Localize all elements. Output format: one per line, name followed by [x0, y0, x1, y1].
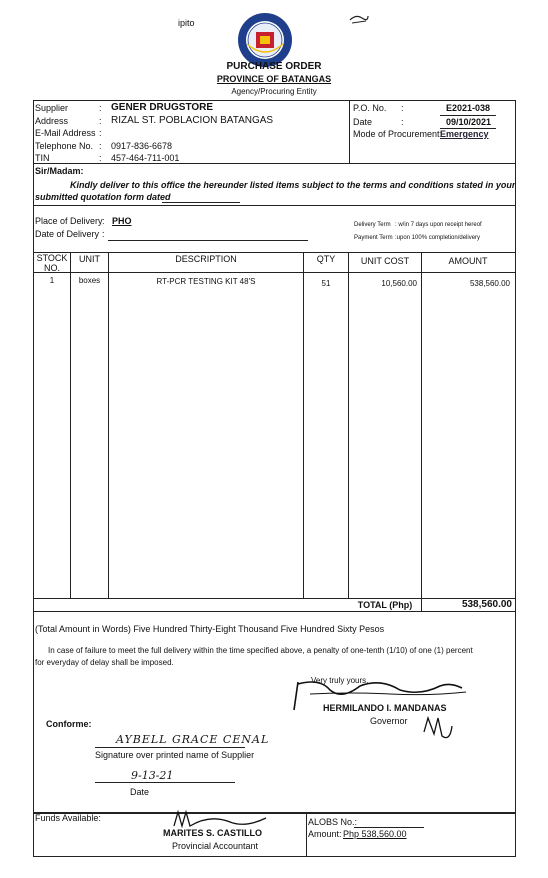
funds-available-label: Funds Available:	[35, 813, 101, 823]
telephone-value: 0917-836-6678	[111, 141, 173, 151]
corner-mark: ipito	[178, 18, 195, 28]
alobs-label: ALOBS No.:	[308, 817, 358, 827]
instruction-line-2: submitted quotation form dated	[35, 192, 171, 202]
penalty-line-2: for everyday of delay shall be imposed.	[35, 658, 174, 667]
total-label: TOTAL (Php)	[357, 600, 413, 610]
colon: :	[99, 116, 102, 126]
address-value: RIZAL ST. POBLACION BATANGAS	[111, 115, 274, 126]
funds-frame	[33, 812, 516, 857]
cell-amount: 538,560.00	[469, 279, 510, 288]
supplier-label: Supplier	[35, 103, 69, 113]
page-title: PURCHASE ORDER	[226, 61, 322, 72]
amount-in-words: (Total Amount in Words) Five Hundred Thirty-Eight Thousand Five Hundred Sixty Pesos	[35, 624, 385, 634]
instruction-line-1: Kindly deliver to this office the hereunder listed items subject to the terms and conditions stated in your	[70, 180, 516, 190]
colon: :	[99, 141, 102, 151]
date-caption: Date	[130, 787, 150, 797]
email-label: E-Mail Address	[35, 128, 96, 138]
tin-value: 457-464-711-001	[111, 153, 180, 163]
cell-qty: 51	[321, 279, 331, 288]
col-header-description: DESCRIPTION	[175, 254, 237, 264]
total-value: 538,560.00	[461, 599, 512, 610]
conforme-label: Conforme:	[46, 719, 92, 729]
delivery-term-label: Delivery Term	[354, 222, 391, 228]
colon: :	[401, 103, 404, 113]
colon: :	[401, 117, 404, 127]
po-label: P.O. No.	[353, 103, 387, 113]
place-of-delivery-label: Place of Delivery	[35, 216, 103, 226]
col-header-amount: AMOUNT	[448, 256, 488, 266]
agency-label: Agency/Procuring Entity	[231, 87, 317, 96]
payment-term-label: Payment Term	[354, 235, 393, 241]
cell-stock: 1	[49, 276, 55, 285]
date-label: Date	[353, 117, 373, 127]
colon: :	[99, 153, 102, 163]
initials-icon	[420, 712, 456, 744]
date-value: 09/10/2021	[446, 117, 492, 127]
date-of-delivery-label: Date of Delivery	[35, 229, 100, 239]
cell-unit: boxes	[78, 276, 101, 285]
amount-label: Amount:	[308, 829, 342, 839]
province-name: PROVINCE OF BATANGAS	[216, 74, 332, 84]
supplier-handwritten-name: AYBELL GRACE CENAL	[116, 733, 270, 746]
colon: :	[99, 103, 102, 113]
telephone-label: Telephone No.	[35, 141, 94, 151]
tin-label: TIN	[35, 153, 50, 163]
place-of-delivery-value: PHO	[112, 216, 132, 226]
cell-unit-cost: 10,560.00	[381, 279, 417, 288]
po-value: E2021-038	[446, 103, 491, 113]
col-header-unit: UNIT	[79, 254, 100, 264]
provincial-seal-icon	[237, 12, 293, 68]
delivery-term-value: : w/in 7 days upon receipt hereof	[395, 222, 482, 228]
colon: :	[99, 128, 102, 138]
accountant-name: MARITES S. CASTILLO	[163, 828, 262, 838]
salutation: Sir/Madam:	[35, 166, 84, 176]
signature-caption: Signature over printed name of Supplier	[95, 750, 255, 760]
col-header-stock: STOCK NO.	[36, 253, 68, 273]
penalty-line-1: In case of failure to meet the full delivery within the time specified above, a penalty of one-tenth (1/10) of one (1) percent	[48, 646, 473, 655]
col-header-unit-cost: UNIT COST	[360, 256, 410, 266]
governor-name: HERMILANDO I. MANDANAS	[323, 703, 447, 713]
address-label: Address	[35, 116, 69, 126]
accountant-signature-icon	[170, 810, 270, 830]
accountant-title: Provincial Accountant	[172, 841, 259, 851]
handwritten-date: 9-13-21	[131, 769, 174, 782]
mode-label: Mode of Procurement:	[353, 129, 443, 139]
closing: Very truly yours,	[311, 676, 369, 685]
supplier-value: GENER DRUGSTORE	[111, 102, 214, 113]
colon: :	[102, 216, 105, 226]
mode-value: Emergency	[440, 129, 489, 139]
payment-term-value: :upon 100% completion/delivery	[395, 235, 481, 241]
governor-title: Governor	[370, 716, 408, 726]
col-header-qty: QTY	[316, 254, 336, 264]
amount-value: Php 538,560.00	[343, 829, 407, 839]
handwritten-mark-icon	[348, 12, 370, 26]
colon: :	[102, 229, 105, 239]
cell-description: RT-PCR TESTING KIT 48'S	[156, 277, 256, 286]
